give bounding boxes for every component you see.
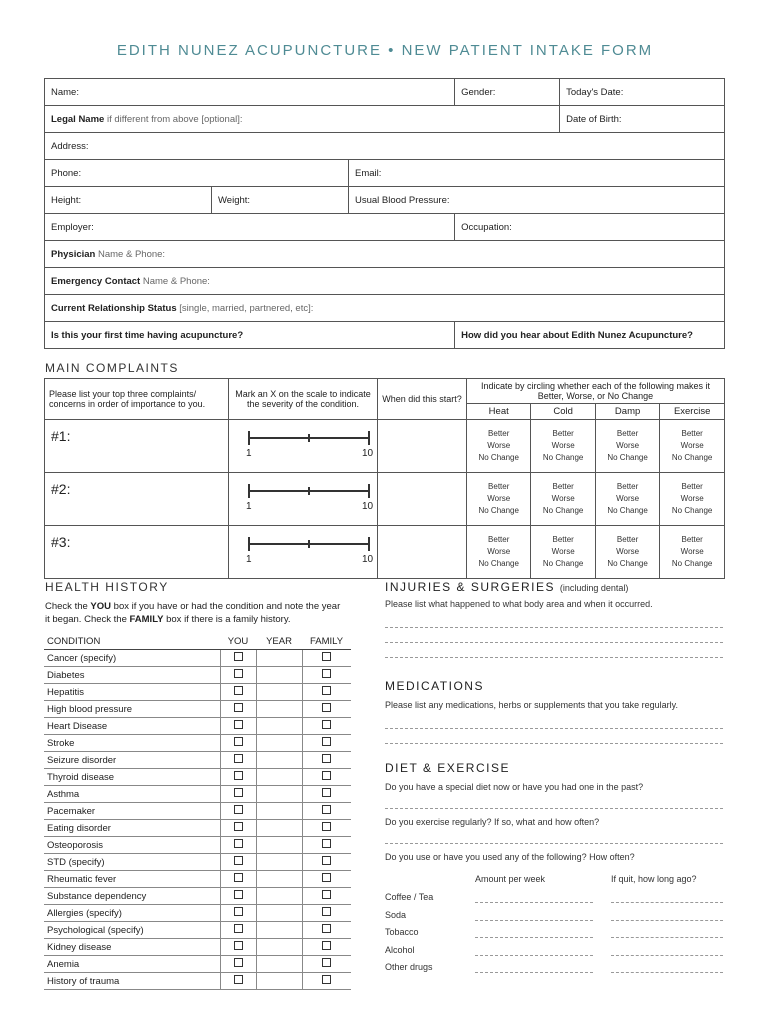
quit-col-label: If quit, how long ago? xyxy=(611,874,697,884)
effect-options-damp xyxy=(595,473,659,526)
physician-label: Physician xyxy=(51,248,96,260)
family-checkbox[interactable] xyxy=(322,873,331,882)
you-checkbox[interactable] xyxy=(234,652,243,661)
year-cell[interactable] xyxy=(256,684,302,701)
complaint-number[interactable]: #1: xyxy=(45,420,229,473)
condition-header: CONDITION xyxy=(44,634,220,650)
effect-options-cold xyxy=(531,420,595,473)
you-checkbox[interactable] xyxy=(234,924,243,933)
complaint-row xyxy=(45,473,725,526)
family-checkbox[interactable] xyxy=(322,975,331,984)
condition-name: Cancer (specify) xyxy=(44,650,220,667)
condition-name: STD (specify) xyxy=(44,854,220,871)
family-checkbox[interactable] xyxy=(322,652,331,661)
condition-name: High blood pressure xyxy=(44,701,220,718)
scale-max: 10 xyxy=(362,448,374,459)
diet-heading: DIET & EXERCISE xyxy=(385,761,510,775)
option-worse[interactable]: Worse xyxy=(616,494,640,503)
severity-scale[interactable] xyxy=(229,526,378,579)
option-better[interactable]: Better xyxy=(488,429,510,438)
address-field[interactable] xyxy=(45,133,725,160)
substance-row xyxy=(385,923,725,941)
condition-row xyxy=(44,820,351,837)
effect-options-exercise xyxy=(660,473,725,526)
factor-header-damp: Damp xyxy=(595,404,659,420)
severity-scale[interactable] xyxy=(229,473,378,526)
emergency-note: Name & Phone: xyxy=(140,275,210,287)
condition-name: Diabetes xyxy=(44,667,220,684)
phone-field[interactable] xyxy=(45,160,349,187)
complaint-row xyxy=(45,420,725,473)
option-better[interactable]: Better xyxy=(616,429,639,438)
option-better[interactable]: Better xyxy=(552,429,574,438)
you-checkbox[interactable] xyxy=(234,720,243,729)
occupation-field[interactable] xyxy=(455,214,725,241)
effect-options-damp xyxy=(595,420,659,473)
legal-name-label: Legal Name xyxy=(51,113,105,125)
relationship-note: [single, married, partnered, etc]: xyxy=(176,302,314,314)
effect-options-heat xyxy=(467,420,531,473)
year-cell[interactable] xyxy=(256,752,302,769)
year-cell[interactable] xyxy=(256,667,302,684)
condition-row xyxy=(44,837,351,854)
injuries-heading: INJURIES & SURGERIES xyxy=(385,580,556,594)
condition-row xyxy=(44,922,351,939)
option-better[interactable]: Better xyxy=(681,535,703,544)
condition-name: Heart Disease xyxy=(44,718,220,735)
family-checkbox[interactable] xyxy=(322,686,331,695)
scale-col-header: Mark an X on the scale to indicate the severity of the condition. xyxy=(229,379,378,420)
weight-field[interactable] xyxy=(212,187,349,214)
option-no-change[interactable]: No Change xyxy=(478,506,519,515)
you-checkbox[interactable] xyxy=(234,805,243,814)
option-better[interactable]: Better xyxy=(616,535,639,544)
option-no-change[interactable]: No Change xyxy=(671,559,713,568)
employer-label: Employer: xyxy=(51,221,94,233)
diet-q1: Do you have a special diet now or have you had one in the past? xyxy=(385,782,644,792)
family-header: FAMILY xyxy=(302,634,351,650)
effect-options-cold xyxy=(531,473,595,526)
option-worse[interactable]: Worse xyxy=(551,494,575,503)
factor-header-cold: Cold xyxy=(531,404,595,420)
diet-section xyxy=(385,761,725,976)
first-time-label: Is this your first time having acupuncture? xyxy=(51,329,244,341)
you-checkbox[interactable] xyxy=(234,941,243,950)
condition-name: Anemia xyxy=(44,956,220,973)
first-time-field[interactable] xyxy=(45,322,455,349)
effect-options-damp xyxy=(595,526,659,579)
family-checkbox[interactable] xyxy=(322,822,331,831)
name-field[interactable] xyxy=(45,79,455,106)
amount-line[interactable] xyxy=(475,955,593,956)
hear-about-field[interactable] xyxy=(455,322,725,349)
medications-text: Please list any medications, herbs or supplements that you take regularly. xyxy=(385,700,678,710)
substance-name: Other drugs xyxy=(385,962,433,972)
condition-row xyxy=(44,735,351,752)
scale-max: 10 xyxy=(362,554,374,565)
condition-row xyxy=(44,939,351,956)
effect-options-heat xyxy=(467,473,531,526)
you-checkbox[interactable] xyxy=(234,856,243,865)
option-worse[interactable]: Worse xyxy=(616,547,640,556)
year-cell[interactable] xyxy=(256,939,302,956)
you-checkbox[interactable] xyxy=(234,686,243,695)
legal-name-field[interactable] xyxy=(45,106,560,133)
option-worse[interactable]: Worse xyxy=(487,441,511,450)
condition-name: History of trauma xyxy=(44,973,220,990)
address-label: Address: xyxy=(51,140,89,152)
quit-line[interactable] xyxy=(611,920,723,921)
diet-line-1[interactable] xyxy=(385,808,723,809)
year-cell[interactable] xyxy=(256,973,302,990)
condition-row xyxy=(44,786,351,803)
you-checkbox[interactable] xyxy=(234,669,243,678)
year-cell[interactable] xyxy=(256,735,302,752)
family-checkbox[interactable] xyxy=(322,924,331,933)
condition-row xyxy=(44,888,351,905)
physician-field[interactable] xyxy=(45,241,725,268)
main-complaints-heading: MAIN COMPLAINTS xyxy=(45,361,179,375)
health-history-table xyxy=(44,634,351,990)
condition-name: Allergies (specify) xyxy=(44,905,220,922)
option-better[interactable]: Better xyxy=(488,535,510,544)
option-better[interactable]: Better xyxy=(552,482,574,491)
option-better[interactable]: Better xyxy=(616,482,639,491)
substance-row xyxy=(385,958,725,976)
hear-about-label: How did you hear about Edith Nunez Acupuncture? xyxy=(461,329,693,341)
family-checkbox[interactable] xyxy=(322,958,331,967)
option-no-change[interactable]: No Change xyxy=(607,559,648,568)
condition-name: Thyroid disease xyxy=(44,769,220,786)
severity-scale[interactable] xyxy=(229,420,378,473)
start-date-cell[interactable] xyxy=(378,473,467,526)
injuries-note: (including dental) xyxy=(559,583,629,593)
gender-label: Gender: xyxy=(461,86,496,98)
scale-min: 1 xyxy=(246,501,252,512)
condition-name: Kidney disease xyxy=(44,939,220,956)
condition-row xyxy=(44,803,351,820)
quit-line[interactable] xyxy=(611,972,723,973)
you-header: YOU xyxy=(220,634,256,650)
condition-row xyxy=(44,871,351,888)
weight-label: Weight: xyxy=(218,194,251,206)
scale-max: 10 xyxy=(362,501,374,512)
you-checkbox[interactable] xyxy=(234,839,243,848)
main-complaints-table xyxy=(44,378,725,579)
emergency-label: Emergency Contact xyxy=(51,275,141,287)
condition-name: Rheumatic fever xyxy=(44,871,220,888)
blood-pressure-label: Usual Blood Pressure: xyxy=(355,194,450,206)
option-worse[interactable]: Worse xyxy=(680,547,704,556)
you-checkbox[interactable] xyxy=(234,958,243,967)
dob-field[interactable] xyxy=(560,106,725,133)
todays-date-field[interactable] xyxy=(560,79,725,106)
condition-row xyxy=(44,684,351,701)
condition-name: Eating disorder xyxy=(44,820,220,837)
substance-row xyxy=(385,888,725,906)
year-cell[interactable] xyxy=(256,718,302,735)
relationship-field[interactable] xyxy=(45,295,725,322)
condition-name: Hepatitis xyxy=(44,684,220,701)
family-checkbox[interactable] xyxy=(322,669,331,678)
family-checkbox[interactable] xyxy=(322,856,331,865)
effect-options-exercise xyxy=(660,526,725,579)
family-checkbox[interactable] xyxy=(322,720,331,729)
relationship-label: Current Relationship Status xyxy=(51,302,177,314)
email-label: Email: xyxy=(355,167,382,179)
substance-row xyxy=(385,941,725,959)
injuries-line-1[interactable] xyxy=(385,627,723,628)
scale-min: 1 xyxy=(246,554,252,565)
blood-pressure-field[interactable] xyxy=(349,187,725,214)
option-no-change[interactable]: No Change xyxy=(671,506,713,515)
scale-min: 1 xyxy=(246,448,252,459)
you-checkbox[interactable] xyxy=(234,737,243,746)
option-worse[interactable]: Worse xyxy=(680,494,704,503)
option-no-change[interactable]: No Change xyxy=(542,559,584,568)
health-history-intro: Check the YOU box if you have or had the condition and note the year it began. Check the FAMILY box if there is a family history. xyxy=(45,601,341,625)
you-checkbox[interactable] xyxy=(234,771,243,780)
year-cell[interactable] xyxy=(256,769,302,786)
you-checkbox[interactable] xyxy=(234,975,243,984)
condition-name: Asthma xyxy=(44,786,220,803)
option-no-change[interactable]: No Change xyxy=(542,506,584,515)
condition-row xyxy=(44,718,351,735)
diet-q2: Do you exercise regularly? If so, what and how often? xyxy=(385,817,600,827)
factor-header-heat: Heat xyxy=(467,404,531,420)
quit-line[interactable] xyxy=(611,937,723,938)
height-label: Height: xyxy=(51,194,82,206)
patient-info-table xyxy=(44,78,725,349)
condition-name: Pacemaker xyxy=(44,803,220,820)
year-header: YEAR xyxy=(256,634,302,650)
physician-note: Name & Phone: xyxy=(95,248,166,260)
family-checkbox[interactable] xyxy=(322,771,331,780)
year-cell[interactable] xyxy=(256,803,302,820)
amount-line[interactable] xyxy=(475,937,593,938)
medications-heading: MEDICATIONS xyxy=(385,679,484,693)
legal-name-note: if different from above [optional]: xyxy=(104,113,243,125)
you-checkbox[interactable] xyxy=(234,822,243,831)
injuries-text: Please list what happened to what body area and when it occurred. xyxy=(385,599,653,609)
year-cell[interactable] xyxy=(256,871,302,888)
email-field[interactable] xyxy=(349,160,725,187)
family-checkbox[interactable] xyxy=(322,754,331,763)
you-checkbox[interactable] xyxy=(234,703,243,712)
year-cell[interactable] xyxy=(256,854,302,871)
condition-name: Seizure disorder xyxy=(44,752,220,769)
condition-row xyxy=(44,973,351,990)
you-checkbox[interactable] xyxy=(234,788,243,797)
substance-row xyxy=(385,906,725,924)
year-cell[interactable] xyxy=(256,701,302,718)
condition-row xyxy=(44,905,351,922)
year-cell[interactable] xyxy=(256,820,302,837)
option-worse[interactable]: Worse xyxy=(551,547,575,556)
option-better[interactable]: Better xyxy=(681,429,703,438)
family-checkbox[interactable] xyxy=(322,805,331,814)
substance-name: Soda xyxy=(385,909,407,920)
complaint-number[interactable]: #3: xyxy=(45,526,229,579)
you-checkbox[interactable] xyxy=(234,873,243,882)
you-checkbox[interactable] xyxy=(234,907,243,916)
condition-row xyxy=(44,956,351,973)
emergency-contact-field[interactable] xyxy=(45,268,725,295)
condition-name: Psychological (specify) xyxy=(44,922,220,939)
substance-name: Alcohol xyxy=(385,944,415,955)
factor-header-exercise: Exercise xyxy=(660,404,725,420)
exercise-line[interactable] xyxy=(385,843,723,844)
you-checkbox[interactable] xyxy=(234,890,243,899)
year-cell[interactable] xyxy=(256,905,302,922)
option-worse[interactable]: Worse xyxy=(551,441,575,450)
option-better[interactable]: Better xyxy=(552,535,574,544)
condition-name: Substance dependency xyxy=(44,888,220,905)
option-no-change[interactable]: No Change xyxy=(542,453,584,462)
year-cell[interactable] xyxy=(256,650,302,667)
option-worse[interactable]: Worse xyxy=(680,441,704,450)
phone-label: Phone: xyxy=(51,167,82,179)
quit-line[interactable] xyxy=(611,955,723,956)
option-no-change[interactable]: No Change xyxy=(478,559,519,568)
substance-name: Coffee / Tea xyxy=(385,892,434,902)
complaint-row xyxy=(45,526,725,579)
condition-row xyxy=(44,667,351,684)
complaint-number[interactable]: #2: xyxy=(45,473,229,526)
option-worse[interactable]: Worse xyxy=(616,441,640,450)
gender-field[interactable] xyxy=(455,79,560,106)
start-col-header: When did this start? xyxy=(378,379,467,420)
diet-q3: Do you use or have you used any of the following? How often? xyxy=(385,852,635,862)
start-date-cell[interactable] xyxy=(378,526,467,579)
effect-options-cold xyxy=(531,526,595,579)
year-cell[interactable] xyxy=(256,786,302,803)
option-no-change[interactable]: No Change xyxy=(607,506,648,515)
medications-section xyxy=(385,679,725,744)
option-better[interactable]: Better xyxy=(488,482,510,491)
name-label: Name: xyxy=(51,86,79,98)
amount-line[interactable] xyxy=(475,920,593,921)
form-title: EDITH NUNEZ ACUPUNCTURE • NEW PATIENT INTAKE FORM xyxy=(116,42,654,59)
family-checkbox[interactable] xyxy=(322,907,331,916)
injuries-section xyxy=(385,580,725,658)
year-cell[interactable] xyxy=(256,888,302,905)
option-no-change[interactable]: No Change xyxy=(671,453,713,462)
amount-col-label: Amount per week xyxy=(475,874,546,884)
condition-row xyxy=(44,752,351,769)
medications-line-1[interactable] xyxy=(385,728,723,729)
complaints-col-header: Please list your top three complaints/ concerns in order of importance to you. xyxy=(45,379,229,420)
option-worse[interactable]: Worse xyxy=(487,494,511,503)
family-checkbox[interactable] xyxy=(322,703,331,712)
injuries-line-2[interactable] xyxy=(385,642,723,643)
family-checkbox[interactable] xyxy=(322,941,331,950)
amount-line[interactable] xyxy=(475,972,593,973)
you-checkbox[interactable] xyxy=(234,754,243,763)
injuries-line-3[interactable] xyxy=(385,657,723,658)
factors-col-header: Indicate by circling whether each of the following makes it Better, Worse, or No Change xyxy=(467,379,725,404)
todays-date-label: Today's Date: xyxy=(566,86,624,98)
effect-options-exercise xyxy=(660,420,725,473)
health-history-heading: HEALTH HISTORY xyxy=(45,580,169,594)
year-cell[interactable] xyxy=(256,956,302,973)
condition-row xyxy=(44,854,351,871)
option-no-change[interactable]: No Change xyxy=(478,453,519,462)
family-checkbox[interactable] xyxy=(322,839,331,848)
family-checkbox[interactable] xyxy=(322,737,331,746)
condition-row xyxy=(44,769,351,786)
family-checkbox[interactable] xyxy=(322,890,331,899)
medications-line-2[interactable] xyxy=(385,743,723,744)
amount-line[interactable] xyxy=(475,902,593,903)
start-date-cell[interactable] xyxy=(378,420,467,473)
year-cell[interactable] xyxy=(256,837,302,854)
height-field[interactable] xyxy=(45,187,212,214)
occupation-label: Occupation: xyxy=(461,221,512,233)
employer-field[interactable] xyxy=(45,214,455,241)
condition-name: Stroke xyxy=(44,735,220,752)
option-better[interactable]: Better xyxy=(681,482,703,491)
effect-options-heat xyxy=(467,526,531,579)
option-worse[interactable]: Worse xyxy=(487,547,511,556)
option-no-change[interactable]: No Change xyxy=(607,453,648,462)
condition-name: Osteoporosis xyxy=(44,837,220,854)
year-cell[interactable] xyxy=(256,922,302,939)
substance-name: Tobacco xyxy=(385,927,419,937)
condition-row xyxy=(44,650,351,667)
dob-label: Date of Birth: xyxy=(566,113,622,125)
condition-row xyxy=(44,701,351,718)
quit-line[interactable] xyxy=(611,902,723,903)
family-checkbox[interactable] xyxy=(322,788,331,797)
